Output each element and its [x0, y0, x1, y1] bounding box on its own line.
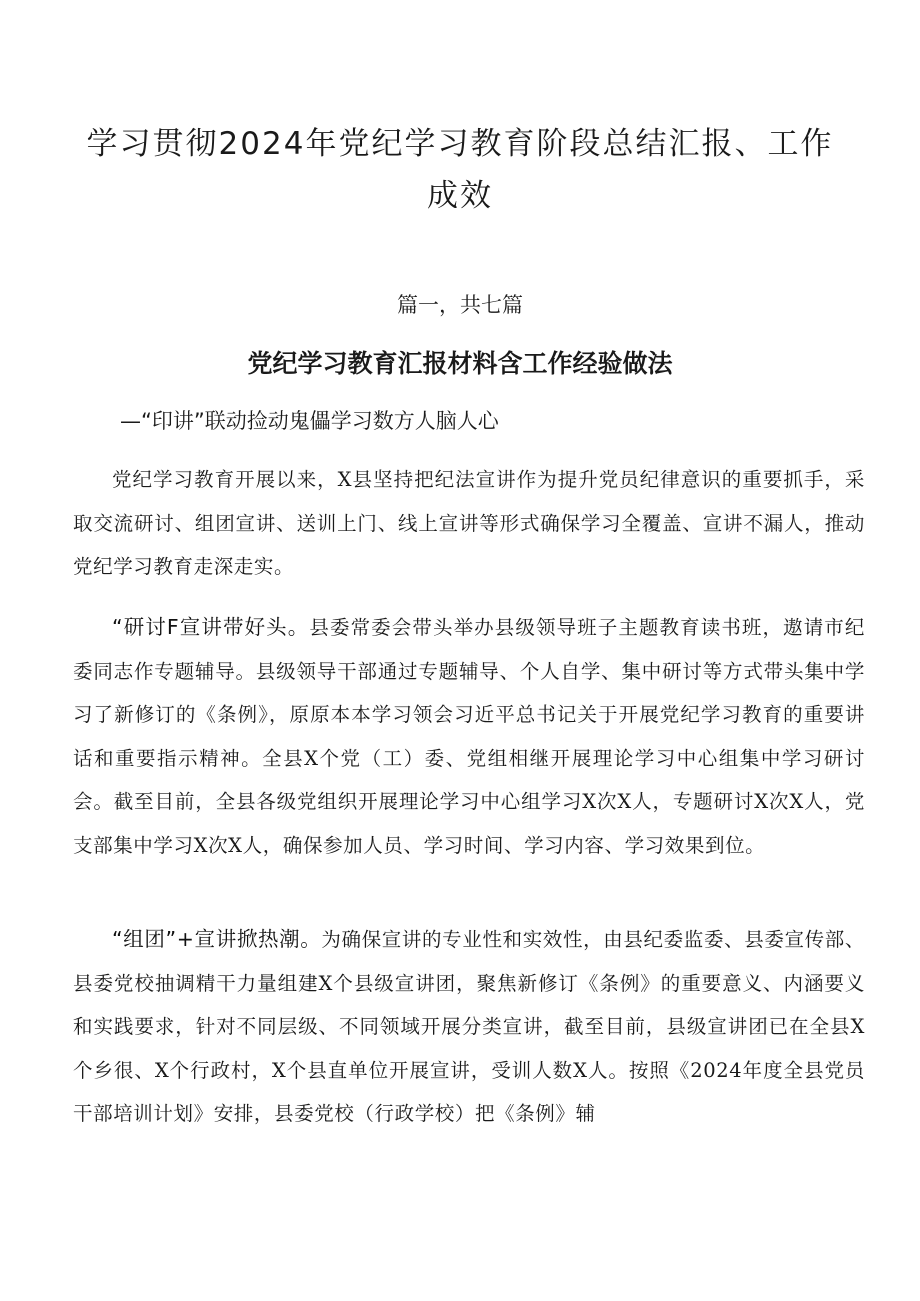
document-title-line-1: 学习贯彻2024年党纪学习教育阶段总结汇报、工作	[86, 126, 834, 162]
paragraph-lead-heading: “组团”+宣讲掀热潮。	[112, 927, 322, 951]
paragraph-seminar	[73, 606, 865, 867]
section-title: 党纪学习教育汇报材料含工作经验做法	[247, 349, 673, 378]
part-label: 篇一，共七篇	[397, 293, 523, 317]
paragraph-intro	[73, 458, 865, 589]
paragraph-text: 党纪学习教育开展以来，X县坚持把纪法宣讲作为提升党员纪律意识的重要抓手，采取交流研讨、组团宣讲、送训上门、线上宣讲等形式确保学习全覆盖、宣讲不漏人，推动党纪学习教育走深走实。	[73, 468, 865, 578]
section-tagline: —“印讲”联动捡动鬼儡学习数方人脑人心	[120, 409, 499, 433]
paragraph-text: 县委常委会带头举办县级领导班子主题教育读书班，遨请市纪委同志作专题辅导。县级领导干部通过专题辅导、个人自学、集中研讨等方式带头集中学习了新修订的《条例》，原原本本学习领会习近平总书记关于开展党纪学习教育的重要讲话和重要指示精神。全县X个党（工）委、党组相继开展理论学习中心组集中学习研讨会。截至目前，全县各级党组织开展理论学习中心组学习X次X人，专题研讨X次X人，党支部集中学习X次X人，确保参加人员、学习时间、学习内容、学习效果到位。	[73, 616, 866, 857]
document-title-line-2: 成效	[427, 178, 493, 214]
document-title	[60, 118, 860, 222]
paragraph-lecture-group	[73, 918, 865, 1136]
paragraph-text: 为确保宣讲的专业性和实效性，由县纪委监委、县委宣传部、县委党校抽调精干力量组建X个县级宣讲团，聚焦新修订《条例》的重要意义、内涵要义和实践要求，针对不同层级、不同领域开展分类宣讲，截至目前，县级宣讲团已在全县X个乡很、X个行政村，X个县直单位开展宣讲，受训人数X人。按照《2024年度全县党员干部培训计划》安排，县委党校（行政学校）把《条例》辅	[73, 928, 865, 1125]
paragraph-lead-heading: “研讨F宣讲带好头。	[112, 615, 310, 639]
